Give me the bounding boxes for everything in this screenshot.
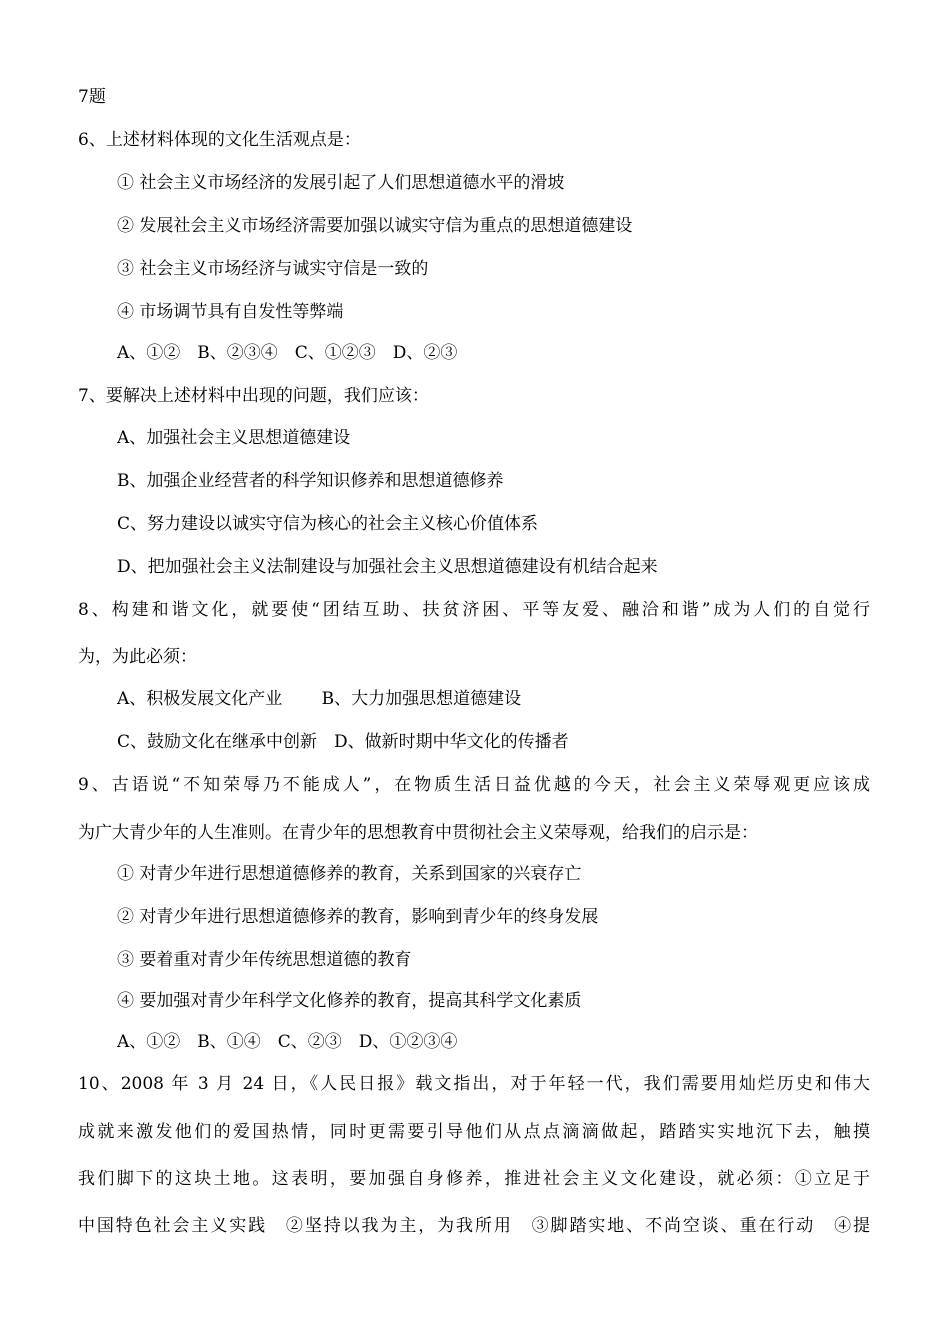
question-10-line-1: 10、2008 年 3 月 24 日，《人民日报》载文指出，对于年轻一代，我们需要用灿烂历史和伟大 xyxy=(78,1074,870,1094)
question-9-item-1: ① 对青少年进行思想道德修养的教育，关系到国家的兴衰存亡 xyxy=(117,864,582,884)
section-header: 7题 xyxy=(78,87,106,107)
question-6-stem: 6、上述材料体现的文化生活观点是： xyxy=(78,130,361,150)
question-7-option-b: B、加强企业经营者的科学知识修养和思想道德修养 xyxy=(117,471,504,491)
question-8-stem-line-1: 8、构建和谐文化，就要使“团结互助、扶贫济困、平等友爱、融洽和谐”成为人们的自觉行 xyxy=(78,600,870,620)
question-8-options-line-2: C、鼓励文化在继承中创新 D、做新时期中华文化的传播者 xyxy=(117,732,569,752)
question-8-options-line-1: A、积极发展文化产业 B、大力加强思想道德建设 xyxy=(117,689,522,709)
question-7-option-a: A、加强社会主义思想道德建设 xyxy=(117,428,351,448)
question-7-option-c: C、努力建设以诚实守信为核心的社会主义核心价值体系 xyxy=(117,514,539,534)
question-9-stem-line-1: 9、古语说“不知荣辱乃不能成人”，在物质生活日益优越的今天，社会主义荣辱观更应该成 xyxy=(78,775,870,795)
question-6-item-4: ④ 市场调节具有自发性等弊端 xyxy=(117,302,344,322)
question-6-item-3: ③ 社会主义市场经济与诚实守信是一致的 xyxy=(117,259,429,279)
question-9-item-4: ④ 要加强对青少年科学文化修养的教育，提高其科学文化素质 xyxy=(117,991,582,1011)
question-8-stem-line-2: 为，为此必须： xyxy=(78,647,197,667)
question-9-item-2: ② 对青少年进行思想道德修养的教育，影响到青少年的终身发展 xyxy=(117,907,599,927)
question-9-item-3: ③ 要着重对青少年传统思想道德的教育 xyxy=(117,950,412,970)
question-6-item-1: ① 社会主义市场经济的发展引起了人们思想道德水平的滑坡 xyxy=(117,173,565,193)
question-10-line-3: 我们脚下的这块土地。这表明，要加强自身修养，推进社会主义文化建设，就必须：①立足于 xyxy=(78,1169,870,1189)
question-6-item-2: ② 发展社会主义市场经济需要加强以诚实守信为重点的思想道德建设 xyxy=(117,216,633,236)
question-10-line-4: 中国特色社会主义实践 ②坚持以我为主，为我所用 ③脚踏实地、不尚空谈、重在行动 ④提 xyxy=(78,1216,870,1236)
question-7-option-d: D、把加强社会主义法制建设与加强社会主义思想道德建设有机结合起来 xyxy=(117,557,658,577)
question-10-line-2: 成就来激发他们的爱国热情，同时更需要引导他们从点点滴滴做起，踏踏实实地沉下去，触摸 xyxy=(78,1122,870,1142)
question-6-options: A、①② B、②③④ C、①②③ D、②③ xyxy=(117,343,458,363)
question-9-options: A、①② B、①④ C、②③ D、①②③④ xyxy=(117,1032,458,1052)
question-7-stem: 7、要解决上述材料中出现的问题，我们应该： xyxy=(78,386,429,406)
question-9-stem-line-2: 为广大青少年的人生准则。在青少年的思想教育中贯彻社会主义荣辱观，给我们的启示是： xyxy=(78,823,758,843)
